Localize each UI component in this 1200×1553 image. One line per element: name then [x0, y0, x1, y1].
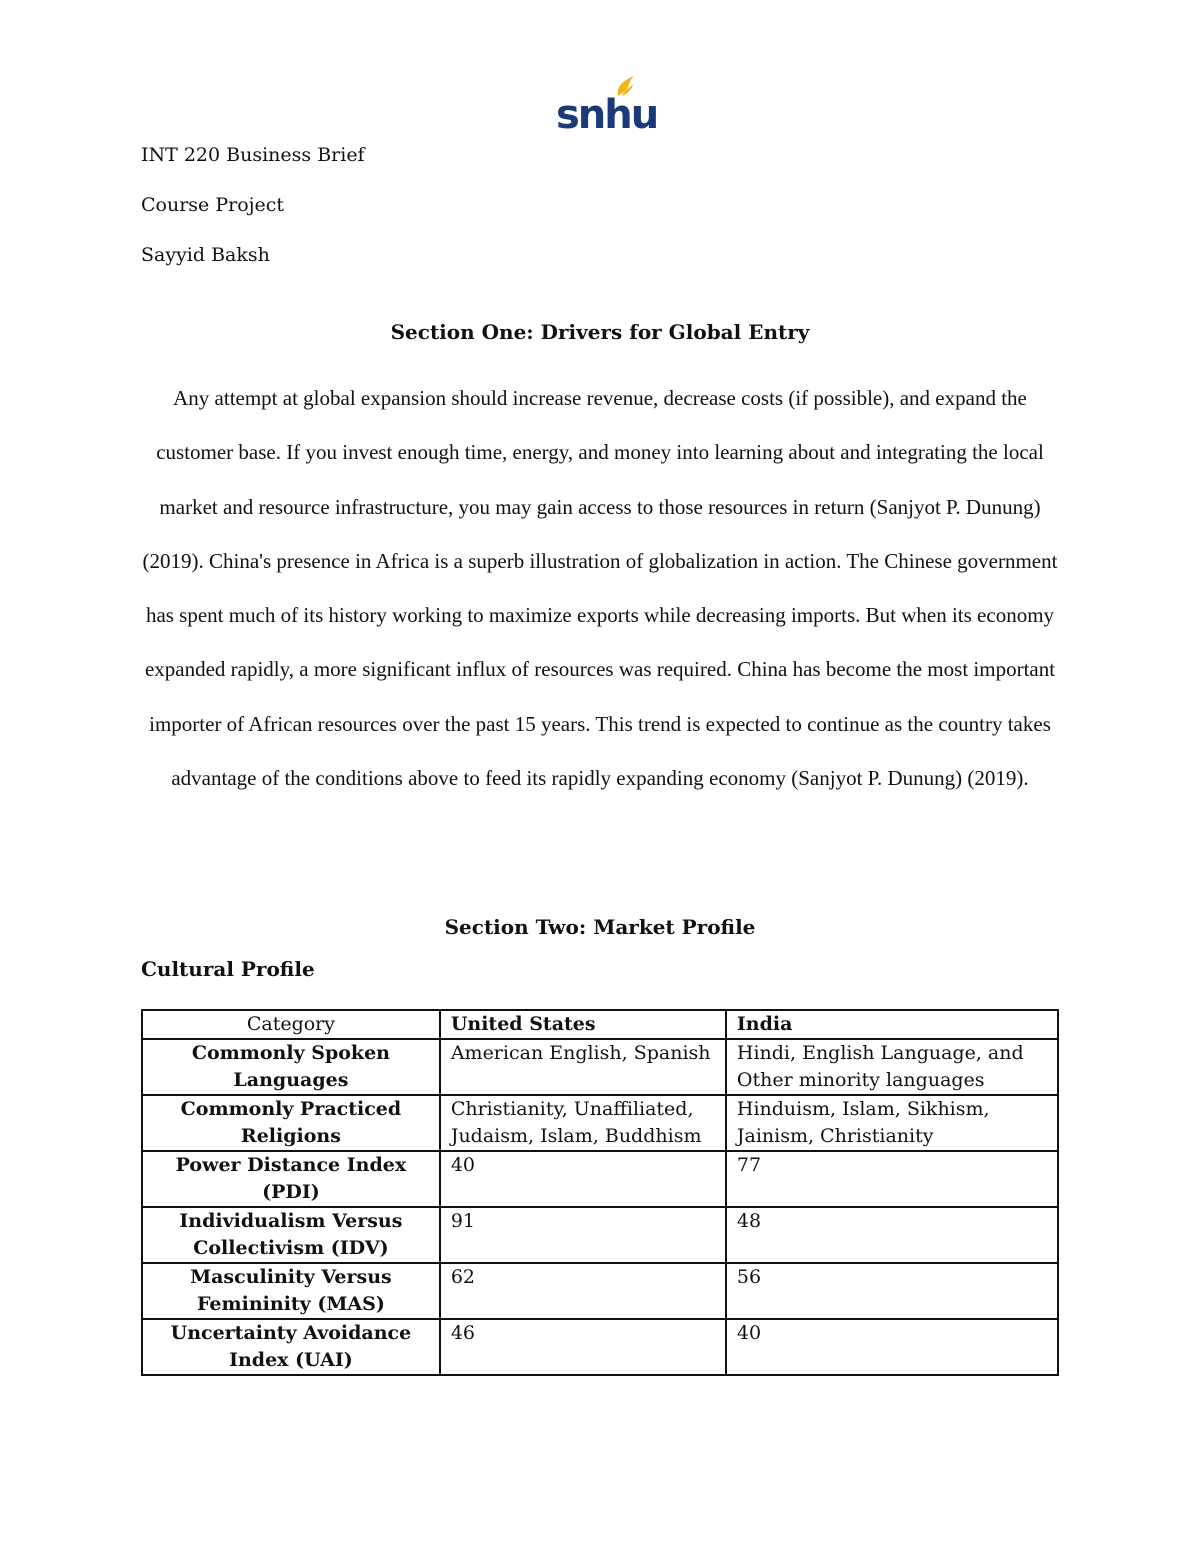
- snhu-logo: [556, 74, 658, 138]
- row-category: Commonly Spoken Languages: [142, 1039, 440, 1095]
- row-india-value: Hindi, English Language, and Other minority languages: [726, 1039, 1058, 1095]
- row-category: Commonly Practiced Religions: [142, 1095, 440, 1151]
- column-header-category: Category: [142, 1010, 440, 1039]
- table-row: [142, 1095, 1058, 1151]
- row-category: Masculinity Versus Femininity (MAS): [142, 1263, 440, 1319]
- row-india-value: 48: [726, 1207, 1058, 1263]
- row-us-value: 46: [440, 1319, 726, 1375]
- column-header-united-states: United States: [440, 1010, 726, 1039]
- section-one-heading: Section One: Drivers for Global Entry: [390, 320, 810, 344]
- row-category: Uncertainty Avoidance Index (UAI): [142, 1319, 440, 1375]
- row-us-value: 62: [440, 1263, 726, 1319]
- cultural-profile-table: [141, 1009, 1059, 1376]
- course-title: INT 220 Business Brief: [141, 144, 365, 166]
- table-header-row: [142, 1010, 1058, 1039]
- logo-wordmark: snhu: [556, 92, 658, 138]
- table-row: [142, 1207, 1058, 1263]
- row-india-value: Hinduism, Islam, Sikhism, Jainism, Christianity: [726, 1095, 1058, 1151]
- row-us-value: 91: [440, 1207, 726, 1263]
- author-name: Sayyid Baksh: [141, 244, 270, 266]
- row-india-value: 56: [726, 1263, 1058, 1319]
- row-us-value: 40: [440, 1151, 726, 1207]
- row-india-value: 40: [726, 1319, 1058, 1375]
- row-category: Power Distance Index (PDI): [142, 1151, 440, 1207]
- row-category: Individualism Versus Collectivism (IDV): [142, 1207, 440, 1263]
- row-us-value: American English, Spanish: [440, 1039, 726, 1095]
- table-row: [142, 1319, 1058, 1375]
- section-two-heading: Section Two: Market Profile: [444, 915, 756, 939]
- table-row: [142, 1151, 1058, 1207]
- section-one-body: Any attempt at global expansion should increase revenue, decrease costs (if possible), and expand the customer base. If you invest enough time, energy, and money into learning about and integrating the local market and resource infrastructure, you may gain access to those resources in return (Sanjyot P. Dunung) (2019). China's presence in Africa is a superb illustration of globalization in action. The Chinese government has spent much of its history working to maximize exports while decreasing imports. But when its economy expanded rapidly, a more significant influx of resources was required. China has become the most important importer of African resources over the past 15 years. This trend is expected to continue as the country takes advantage of the conditions above to feed its rapidly expanding economy (Sanjyot P. Dunung) (2019).: [142, 386, 1058, 791]
- cultural-profile-heading: Cultural Profile: [141, 957, 315, 981]
- row-us-value: Christianity, Unaffiliated, Judaism, Islam, Buddhism: [440, 1095, 726, 1151]
- row-india-value: 77: [726, 1151, 1058, 1207]
- table-row: [142, 1263, 1058, 1319]
- table-row: [142, 1039, 1058, 1095]
- column-header-india: India: [726, 1010, 1058, 1039]
- assignment-title: Course Project: [141, 194, 285, 216]
